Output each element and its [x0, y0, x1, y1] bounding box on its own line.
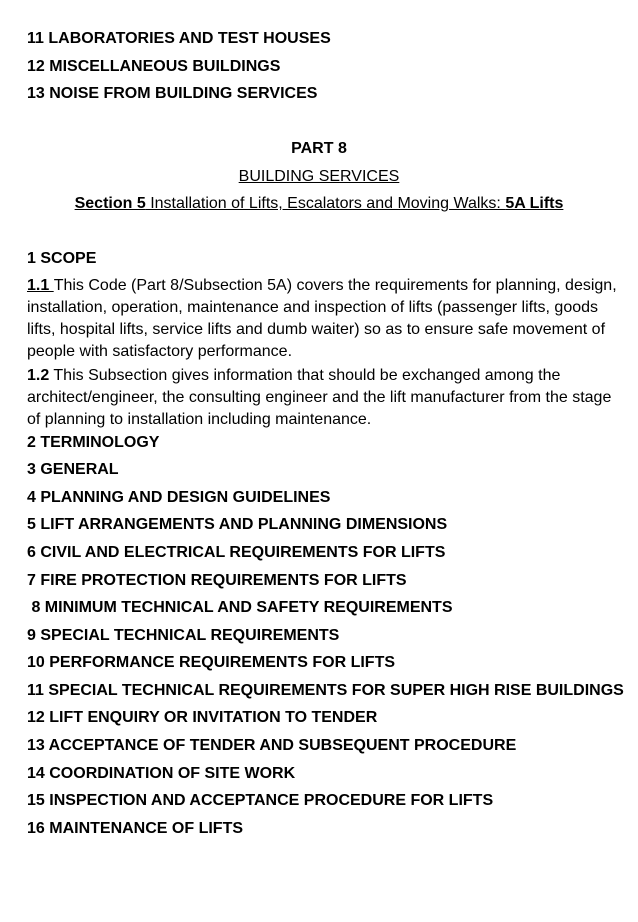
section-item: 3 GENERAL	[27, 461, 119, 478]
section-title: Installation of Lifts, Escalators and Moving Walks:	[145, 195, 506, 212]
top-list-item: 12 MISCELLANEOUS BUILDINGS	[27, 58, 281, 75]
scope-heading: 1 SCOPE	[27, 250, 97, 267]
part-title	[0, 167, 638, 187]
section-label: Section 5	[74, 195, 146, 212]
part-heading: PART 8	[291, 140, 347, 157]
clause-number: 1.2	[27, 367, 50, 384]
section-item: 5 LIFT ARRANGEMENTS AND PLANNING DIMENSIONS	[27, 516, 448, 533]
section-item: 11 SPECIAL TECHNICAL REQUIREMENTS FOR SUPER HIGH RISE BUILDINGS	[27, 682, 624, 699]
top-list-item: 11 LABORATORIES AND TEST HOUSES	[27, 30, 331, 47]
section-item: 7 FIRE PROTECTION REQUIREMENTS FOR LIFTS	[27, 572, 407, 589]
clause-1-2	[27, 365, 617, 431]
section-item: 9 SPECIAL TECHNICAL REQUIREMENTS	[27, 627, 340, 644]
section-item: 15 INSPECTION AND ACCEPTANCE PROCEDURE FOR LIFTS	[27, 792, 494, 809]
section-subsection: 5A Lifts	[505, 195, 564, 212]
section-item: 12 LIFT ENQUIRY OR INVITATION TO TENDER	[27, 709, 378, 726]
clause-number: 1.1	[27, 277, 54, 294]
clause-1-1	[27, 275, 617, 363]
section-item: 4 PLANNING AND DESIGN GUIDELINES	[27, 489, 331, 506]
clause-text: This Subsection gives information that should be exchanged among the architect/engineer, the consulting engineer and the lift manufacturer from the stage of planning to installation including maintenance.	[27, 367, 612, 428]
section-item: 6 CIVIL AND ELECTRICAL REQUIREMENTS FOR LIFTS	[27, 544, 446, 561]
section-item: 10 PERFORMANCE REQUIREMENTS FOR LIFTS	[27, 654, 396, 671]
top-list-item: 13 NOISE FROM BUILDING SERVICES	[27, 85, 318, 102]
section-item: 14 COORDINATION OF SITE WORK	[27, 765, 296, 782]
section-item: 13 ACCEPTANCE OF TENDER AND SUBSEQUENT PROCEDURE	[27, 737, 517, 754]
part-title-text: BUILDING SERVICES	[238, 168, 400, 185]
section-item: 2 TERMINOLOGY	[27, 434, 160, 451]
section-item: 16 MAINTENANCE OF LIFTS	[27, 820, 244, 837]
section-heading	[0, 194, 638, 214]
clause-text: This Code (Part 8/Subsection 5A) covers the requirements for planning, design, installation, operation, maintenance and inspection of lifts (passenger lifts, goods lifts, hospital lifts, service lifts and dumb waiter) so as to ensure safe movement of people with satisfactory performance.	[27, 277, 617, 360]
section-item: 8 MINIMUM TECHNICAL AND SAFETY REQUIREMENTS	[27, 599, 453, 616]
